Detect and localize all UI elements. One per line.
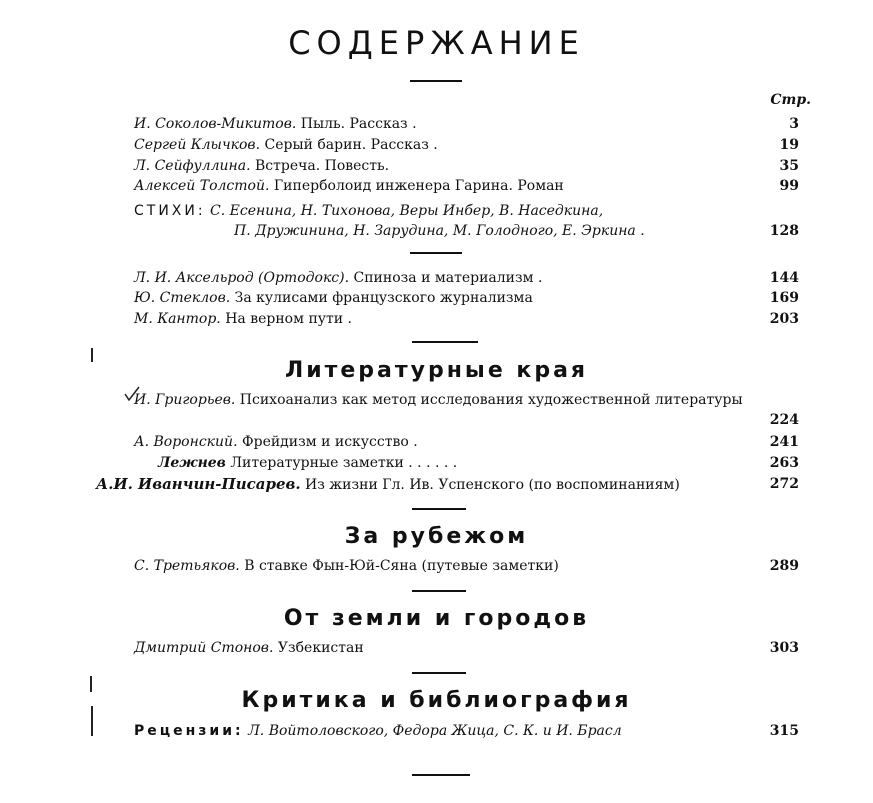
entry-title: Фрейдизм и искусство . (237, 434, 418, 450)
toc-entry (134, 176, 799, 196)
divider (412, 341, 478, 343)
entry-title: На верном пути . (220, 311, 352, 327)
toc-entry (134, 288, 799, 308)
checkmark-icon (124, 386, 140, 402)
divider (412, 774, 470, 776)
entry-page: 303 (769, 640, 799, 656)
reviews-label: Рецензии: (134, 723, 244, 739)
toc-entry (96, 474, 799, 494)
entry-author: М. Кантор. (134, 311, 221, 327)
entry-author: Алексей Толстой. (134, 178, 270, 194)
entry-page: 203 (769, 311, 799, 327)
entry-title: За кулисами французского журнализма (230, 290, 533, 306)
toc-entry-poems (134, 201, 799, 243)
entry-author: С. Третьяков. (134, 558, 240, 574)
divider (412, 508, 466, 510)
entry-title: Литературные заметки . . . . . . (225, 455, 458, 471)
margin-pencil-mark (91, 706, 93, 736)
toc-entry (134, 390, 799, 430)
toc-entry (134, 114, 799, 134)
entry-title: Пыль. Рассказ . (296, 116, 417, 132)
entry-title: Гиперболоид инженера Гарина. Роман (269, 178, 564, 194)
section-heading: Критика и библиография (241, 688, 632, 713)
toc-entry (134, 156, 799, 176)
entry-page: 289 (769, 558, 799, 574)
page-column-label: Стр. (770, 92, 811, 108)
entry-page: 35 (779, 158, 799, 174)
divider (412, 590, 466, 592)
toc-entry (134, 453, 799, 473)
entry-author: Л. Войтоловского, Федора Жица, С. К. и И. Брасл (243, 723, 622, 739)
entry-page: 3 (789, 116, 799, 132)
entry-author: А. Воронский. (134, 434, 238, 450)
toc-entry (134, 268, 799, 288)
divider (410, 252, 462, 254)
entry-author: И. Соколов-Микитов. (134, 116, 297, 132)
entry-author: И. Григорьев. (134, 392, 236, 408)
entry-page: 19 (779, 137, 799, 153)
entry-page: 144 (769, 270, 799, 286)
handwritten-author: Лежнев (158, 455, 226, 471)
toc-entry (134, 556, 799, 576)
toc-entry (134, 135, 799, 155)
toc-entry (134, 432, 799, 452)
entry-author: Сергей Клычков. (134, 137, 261, 153)
page-title: СОДЕРЖАНИЕ (288, 24, 585, 62)
entry-title: Узбекистан (273, 640, 364, 656)
poems-authors-line2: П. Дружинина, Н. Зарудина, М. Голодного, Е. Эркина . (234, 223, 645, 239)
toc-entry (134, 638, 799, 658)
divider (412, 672, 466, 674)
toc-entry (134, 309, 799, 329)
entry-page: 241 (769, 434, 799, 450)
entry-page: 263 (769, 455, 799, 471)
poems-authors-line1: С. Есенина, Н. Тихонова, Веры Инбер, В. Наседкина, (205, 203, 604, 219)
entry-page: 169 (769, 290, 799, 306)
entry-title: В ставке Фын-Юй-Сяна (путевые заметки) (239, 558, 559, 574)
toc-entry (134, 721, 799, 741)
entry-page: 315 (769, 723, 799, 739)
entry-author: Л. Сейфуллина. (134, 158, 251, 174)
entry-title: Спиноза и материализм . (349, 270, 543, 286)
entry-page: 272 (769, 476, 799, 492)
entry-page: 128 (769, 223, 799, 239)
entry-title: Серый барин. Рассказ . (260, 137, 438, 153)
entry-page: 99 (779, 178, 799, 194)
section-heading: Литературные края (284, 358, 589, 383)
handwritten-author: А.И. Иванчин-Писарев. (96, 475, 301, 493)
entry-author: Л. И. Аксельрод (Ортодокс). (134, 270, 350, 286)
entry-author: Дмитрий Стонов. (134, 640, 274, 656)
entry-page: 224 (769, 412, 799, 428)
entry-title: Психоанализ как метод исследования художественной литературы (235, 392, 743, 408)
section-heading: От земли и городов (283, 606, 590, 631)
divider (410, 80, 462, 82)
entry-author: Ю. Стеклов. (134, 290, 231, 306)
entry-title: Встреча. Повесть. (250, 158, 390, 174)
entry-title: Из жизни Гл. Ив. Успенского (по воспоминаниям) (300, 477, 680, 493)
poems-label: СТИХИ: (134, 203, 206, 219)
section-heading: За рубежом (344, 524, 529, 549)
